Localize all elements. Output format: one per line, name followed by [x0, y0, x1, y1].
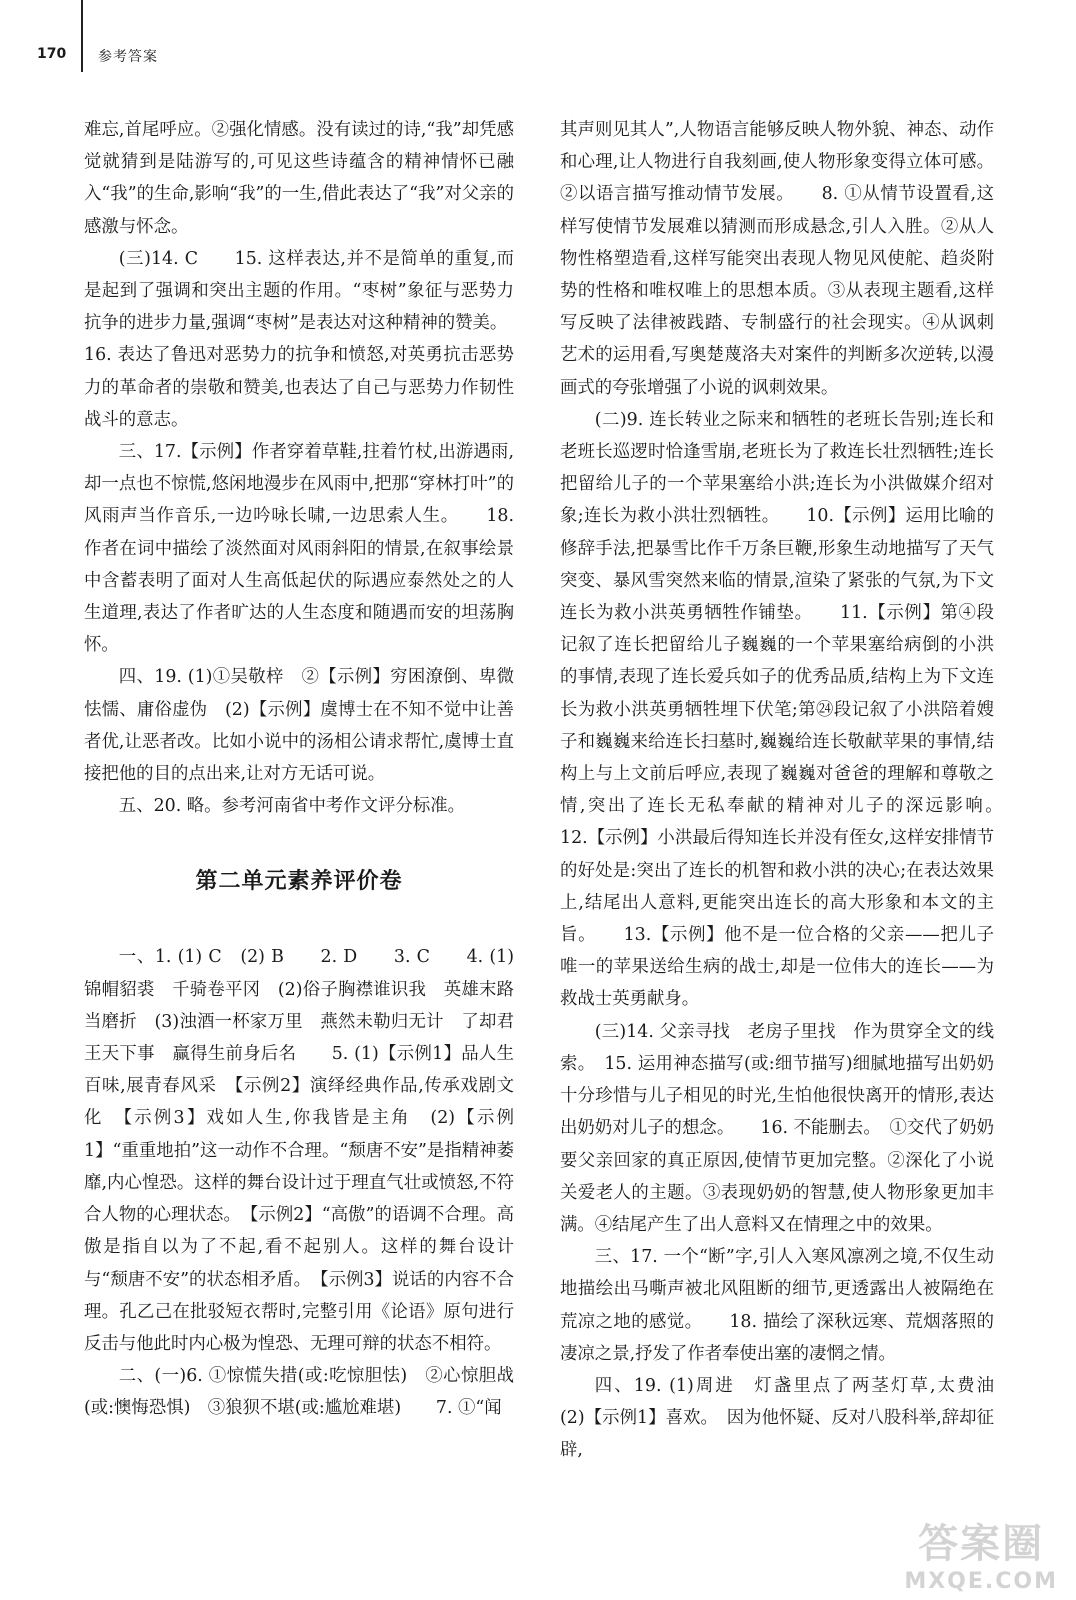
- answer-paragraph: 四、19. (1)①吴敬梓 ②【示例】穷困潦倒、卑微怯懦、庸俗虚伪 (2)【示例】虞博士在不知不觉中让善者优,让恶者改。比如小说中的汤相公请求帮忙,虞博士直接把他的目的点出来,让对方无话可说。: [84, 667, 514, 785]
- answer-paragraph: 二、(一)6. ①惊慌失措(或:吃惊胆怯) ②心惊胆战(或:懊悔恐惧) ③狼狈不堪(或:尴尬难堪) 7. ①“闻: [84, 1366, 514, 1419]
- answer-paragraph: 其声则见其人”,人物语言能够反映人物外貌、神态、动作和心理,让人物进行自我刻画,使人物形象变得立体可感。②以语言描写推动情节发展。 8. ①从情节设置看,这样写使情节发展难以猜测而形成悬念,引人入胜。②从人物性格塑造看,这样写能突出表现人物见风使舵、趋炎附势的性格和唯权唯上的思想本质。③从表现主题看,这样写反映了法律被践踏、专制盛行的社会现实。④从讽刺艺术的运用看,写奥楚蔑洛夫对案件的判断多次逆转,以漫画式的夸张增强了小说的讽刺效果。: [560, 120, 994, 398]
- answer-paragraph: (二)9. 连长转业之际来和牺牲的老班长告别;连长和老班长巡逻时恰逢雪崩,老班长为了救连长壮烈牺牲;连长把留给儿子的一个苹果塞给小洪;连长为小洪做媒介绍对象;连长为救小洪壮烈牺牲。 10.【示例】运用比喻的修辞手法,把暴雪比作千万条巨鞭,形象生动地描写了天气突变、暴风雪突然来临的情景,渲染了紧张的气氛,为下文连长为救小洪英勇牺牲作铺垫。 11.【示例】第④段记叙了连长把留给儿子巍巍的一个苹果塞给病倒的小洪的事情,表现了连长爱兵如子的优秀品质,结构上为下文连长为救小洪英勇牺牲埋下伏笔;第㉔段记叙了小洪陪着嫂子和巍巍来给连长扫墓时,巍巍给连长敬献苹果的事情,结构上与上文前后呼应,表现了巍巍对爸爸的理解和尊敬之情,突出了连长无私奉献的精神对儿子的深远影响。 12.【示例】小洪最后得知连长并没有侄女,这样安排情节的好处是:突出了连长的机智和救小洪的决心;在表达效果上,结尾出人意料,更能突出连长的高大形象和本文的主旨。 13.【示例】他不是一位合格的父亲——把儿子唯一的苹果送给生病的战士,却是一位伟大的连长——为救战士英勇献身。: [560, 409, 1029, 1010]
- answer-paragraph: 三、17.【示例】作者穿着草鞋,拄着竹杖,出游遇雨,却一点也不惊慌,悠闲地漫步在风雨中,把那“穿林打叶”的风雨声当作音乐,一边吟咏长啸,一边思索人生。 18. 作者在词中描绘了淡然面对风雨斜阳的情景,在叙事绘景中含蓄表明了面对人生高低起伏的际遇应泰然处之的人生道理,表达了作者旷达的人生态度和随遇而安的坦荡胸怀。: [84, 442, 514, 656]
- answer-paragraph: 16. 表达了鲁迅对恶势力的抗争和愤怒,对英勇抗击恶势力的革命者的崇敬和赞美,也表达了自己与恶势力作韧性战斗的意志。: [84, 345, 514, 430]
- answer-paragraph: 五、20. 略。参考河南省中考作文评分标准。: [118, 796, 466, 817]
- answer-paragraph: 难忘,首尾呼应。②强化情感。没有读过的诗,“我”却凭感觉就猜到是陆游写的,可见这些诗蕴含的精神情怀已融入“我”的生命,影响“我”的一生,借此表达了“我”对父亲的感激与怀念。: [84, 120, 514, 237]
- watermark-text: 答案圈: [918, 1521, 1045, 1567]
- answer-paragraph: 四、19. (1)周进 灯盏里点了两茎灯草,太费油 (2)【示例1】喜欢。 因为他怀疑、反对八股科举,辞却征辟,: [560, 1375, 1012, 1461]
- answer-paragraph: 三、17. 一个“断”字,引人入寒风凛冽之境,不仅生动地描绘出马嘶声被北风阻断的细节,更透露出人被隔绝在荒凉之地的感觉。 18. 描绘了深秋远寒、荒烟落照的凄凉之景,抒发了作者奉使出塞的凄惘之情。: [560, 1247, 994, 1364]
- answer-paragraph: (三)14. C 15. 这样表达,并不是简单的重复,而是起到了强调和突出主题的作用。“枣树”象征与恶势力抗争的进步力量,强调“枣树”是表达对这种精神的赞美。: [84, 248, 514, 334]
- watermark-logo: [904, 1512, 1058, 1594]
- section-title: 第二单元素养评价卷: [195, 869, 403, 895]
- watermark-domain: MXQE.COM: [904, 1569, 1058, 1594]
- answer-paragraph: 一、1. (1) C (2) B 2. D 3. C 4. (1)锦帽貂裘 千骑卷平冈 (2)俗子胸襟谁识我 英雄末路当磨折 (3)浊酒一杯家万里 燕然未勒归无计 了却君王天下事 赢得生前身后名 5. (1)【示例1】品人生百味,展青春风采 【示例2】演绎经典作品,传承戏剧文化 【示例3】戏如人生,你我皆是主角 (2)【示例1】“重重地拍”这一动作不合理。“颓唐不安”是指精神萎靡,内心惶恐。这样的舞台设计过于理直气壮或愤怒,不符合人物的心理状态。 【示例2】“高傲”的语调不合理。高傲是指自以为了不起,看不起别人。这样的舞台设计与“颓唐不安”的状态相矛盾。 【示例3】说话的内容不合理。孔乙己在批驳短衣帮时,完整引用《论语》原句进行反击与他此时内心极为惶恐、无理可辩的状态不相符。: [84, 947, 514, 1354]
- page-number: 170: [37, 46, 67, 62]
- header-rule: [81, 0, 83, 72]
- right-column: [560, 114, 1029, 1467]
- answer-paragraph: (三)14. 父亲寻找 老房子里找 作为贯穿全文的线索。 15. 运用神态描写(或:细节描写)细腻地描写出奶奶十分珍惜与儿子相见的时光,生怕他很快离开的情形,表达出奶奶对儿子的想念。 16. 不能删去。 ①交代了奶奶要父亲回家的真正原因,使情节更加完整。②深化了小说关爱老人的主题。③表现奶奶的智慧,使人物形象更加丰满。④结尾产生了出人意料又在情理之中的效果。: [560, 1021, 994, 1235]
- running-header-title: 参考答案: [98, 49, 158, 65]
- left-column: [84, 114, 514, 1425]
